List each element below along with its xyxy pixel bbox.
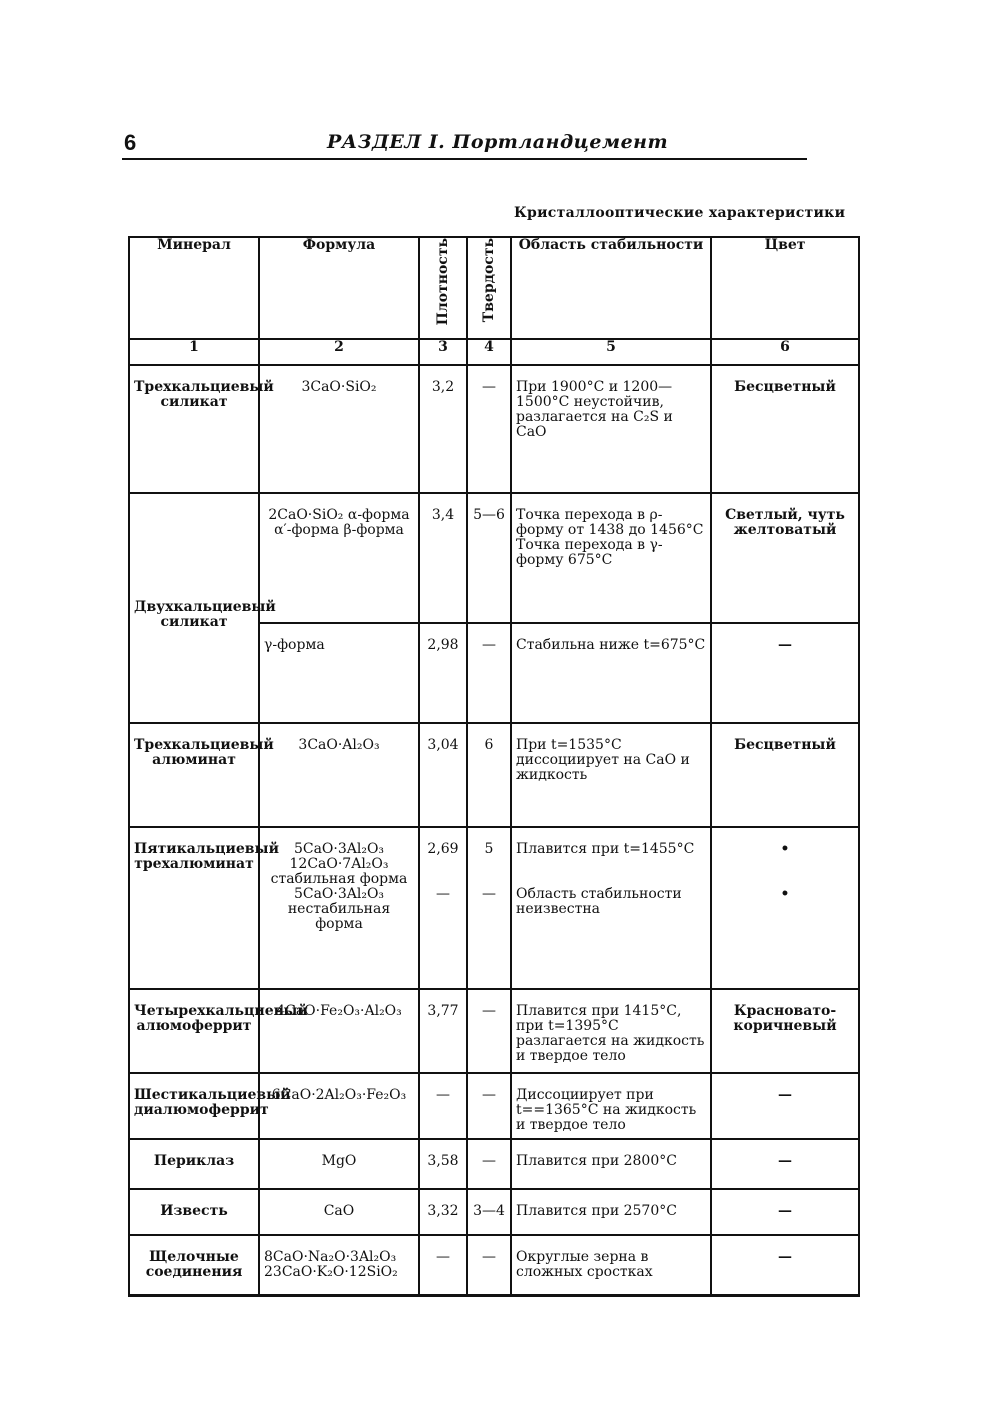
mineral-cell: Пятикальциевый трехалюминат [129, 827, 259, 989]
hardness-cell: 6 [467, 723, 511, 827]
formula-cell: 6CaO·2Al₂O₃·Fe₂O₃ [259, 1073, 419, 1139]
mineral-cell: Периклаз [129, 1139, 259, 1189]
table-row [129, 1073, 859, 1139]
col-number: 5 [511, 339, 711, 365]
formula-cell: 4CaO·Fe₂O₃·Al₂O₃ [259, 989, 419, 1073]
col-number: 1 [129, 339, 259, 365]
mineral-cell: Четырехкальциевый алюмоферрит [129, 989, 259, 1073]
col-header-stability: Область стабильности [511, 237, 711, 339]
minerals-table [128, 236, 860, 1297]
density-cell: 3,2 [419, 365, 467, 493]
page-header [122, 128, 807, 160]
mineral-cell: Трехкальциевый силикат [129, 365, 259, 493]
mineral-cell: Двухкальциевый силикат [129, 493, 259, 723]
color-cell: Красновато-коричневый [711, 989, 859, 1073]
table-row [129, 493, 859, 623]
color-cell: — [711, 1235, 859, 1295]
color-cell: — [711, 1189, 859, 1235]
col-header-formula: Формула [259, 237, 419, 339]
stability-cell: Плавится при 1415°С, при t=1395°С разлагается на жидкость и твердое тело [511, 989, 711, 1073]
mineral-cell: Трехкальциевый алюминат [129, 723, 259, 827]
hardness-cell: — [467, 1139, 511, 1189]
formula-unstable: 5CaO·3Al₂O₃ нестабильная форма [287, 886, 391, 932]
stability-cell: Диссоциирует при t==1365°С на жидкость и твердое тело [511, 1073, 711, 1139]
density-cell: 3,77 [419, 989, 467, 1073]
formula-cell: MgO [259, 1139, 419, 1189]
color-cell: Бесцветный [711, 365, 859, 493]
table-row [129, 989, 859, 1073]
footnote-marker: • [780, 841, 790, 857]
density-cell: — [419, 1073, 467, 1139]
col-number: 6 [711, 339, 859, 365]
table-row [129, 827, 859, 989]
density-cell: 3,32 [419, 1189, 467, 1235]
hardness-value: — [482, 886, 496, 902]
color-cell: Светлый, чуть желтоватый [711, 493, 859, 623]
mineral-cell: Щелочные соединения [129, 1235, 259, 1295]
color-cell: Бесцветный [711, 723, 859, 827]
density-value: — [436, 886, 450, 902]
hardness-cell: — [467, 623, 511, 723]
col-header-hardness: Твердость [480, 238, 497, 323]
table-caption: Кристаллооптические характеристики [514, 205, 846, 221]
hardness-cell: — [467, 1073, 511, 1139]
formula-cell: γ-форма [259, 623, 419, 723]
density-value: 2,69 [427, 841, 459, 857]
column-numbers-row [129, 339, 859, 365]
color-cell: — [711, 1073, 859, 1139]
density-cell: 3,04 [419, 723, 467, 827]
density-cell: 3,4 [419, 493, 467, 623]
stability-value: Область стабильности неизвестна [516, 886, 682, 917]
density-cell: 3,58 [419, 1139, 467, 1189]
hardness-value: 5 [484, 841, 494, 857]
col-number: 3 [419, 339, 467, 365]
density-cell: — [419, 1235, 467, 1295]
col-number: 2 [259, 339, 419, 365]
formula-cell: 2CaO·SiO₂ α-форма α′-форма β-форма [259, 493, 419, 623]
footnote-marker: • [780, 886, 790, 902]
col-header-density: Плотность [434, 238, 451, 326]
formula-cell: CaO [259, 1189, 419, 1235]
table-header-row [129, 237, 859, 339]
color-cell: — [711, 623, 859, 723]
stability-cell: Стабильна ниже t=675°С [511, 623, 711, 723]
stability-cell: При 1900°С и 1200—1500°С неустойчив, разлагается на C₂S и CaO [511, 365, 711, 493]
col-header-color: Цвет [711, 237, 859, 339]
table-row [129, 365, 859, 493]
hardness-cell: 3—4 [467, 1189, 511, 1235]
stability-cell: Точка перехода в ρ-форму от 1438 до 1456°С Точка перехода в γ-форму 675°С [511, 493, 711, 623]
formula-stable: 5CaO·3Al₂O₃ 12CaO·7Al₂O₃ стабильная форма [270, 841, 408, 887]
col-header-mineral: Минерал [129, 237, 259, 339]
hardness-cell: 5—6 [467, 493, 511, 623]
col-number: 4 [467, 339, 511, 365]
table-row [129, 1235, 859, 1295]
hardness-cell: — [467, 365, 511, 493]
stability-value: Плавится при t=1455°С [516, 841, 695, 857]
table-row [129, 723, 859, 827]
stability-cell: Плавится при 2800°С [511, 1139, 711, 1189]
section-title: РАЗДЕЛ I. Портландцемент [327, 131, 669, 153]
table-row [129, 1189, 859, 1235]
stability-cell: При t=1535°С диссоциирует на CaO и жидкость [511, 723, 711, 827]
formula-cell: 3CaO·SiO₂ [259, 365, 419, 493]
formula-cell: 8CaO·Na₂O·3Al₂O₃ 23CaO·K₂O·12SiO₂ [259, 1235, 419, 1295]
stability-cell: Округлые зерна в сложных сростках [511, 1235, 711, 1295]
formula-cell: 3CaO·Al₂O₃ [259, 723, 419, 827]
color-cell: — [711, 1139, 859, 1189]
hardness-cell: — [467, 989, 511, 1073]
mineral-cell: Известь [129, 1189, 259, 1235]
table-row [129, 1139, 859, 1189]
page-number: 6 [124, 130, 137, 155]
hardness-cell: — [467, 1235, 511, 1295]
density-cell: 2,98 [419, 623, 467, 723]
stability-cell: Плавится при 2570°С [511, 1189, 711, 1235]
mineral-cell: Шестикальциевый диалюмоферрит [129, 1073, 259, 1139]
